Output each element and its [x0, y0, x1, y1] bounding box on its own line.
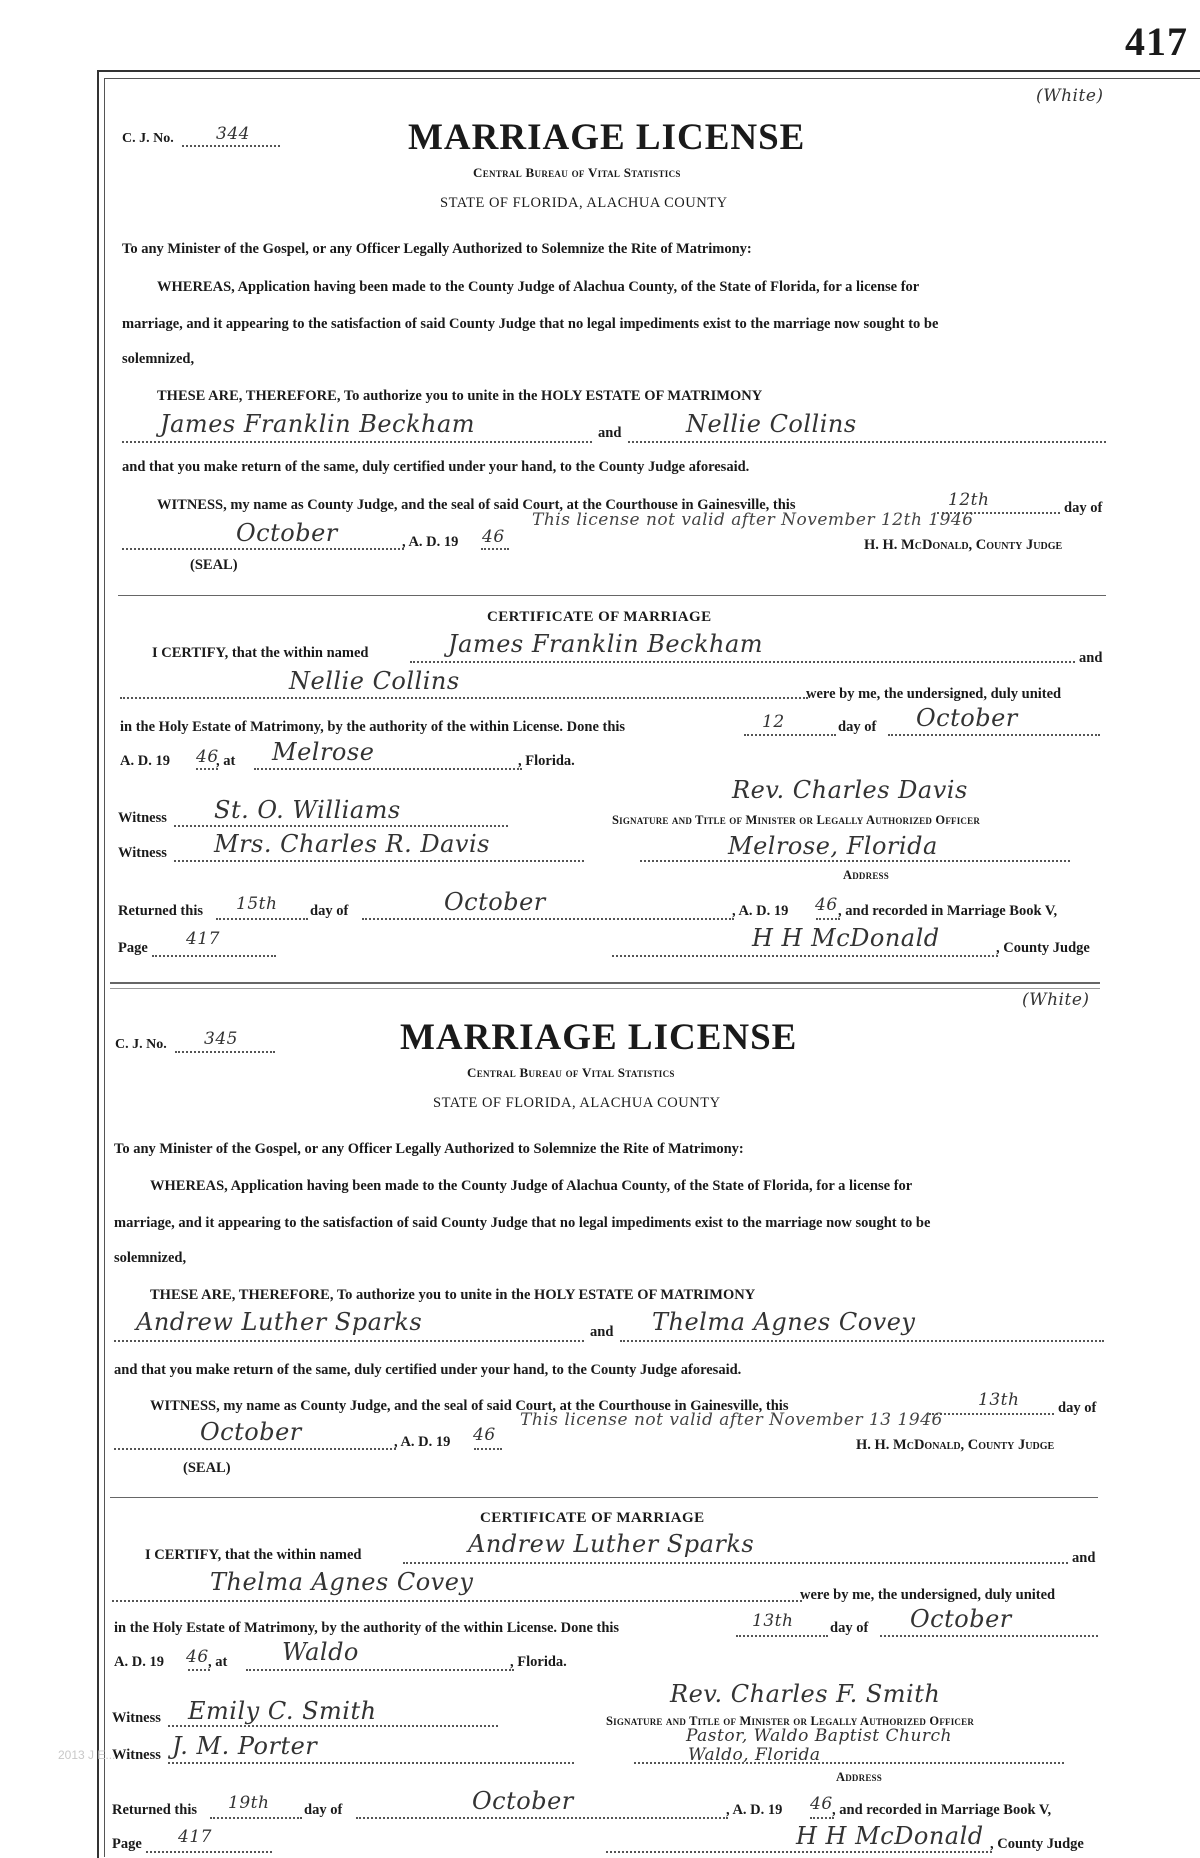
- issue-year: 46: [482, 527, 505, 547]
- ad-label: , A. D. 19: [394, 1434, 451, 1450]
- copyright-watermark: 2013 J E...: [58, 1748, 116, 1762]
- returned-year: 46: [815, 895, 838, 915]
- witness-2-name: Mrs. Charles R. Davis: [214, 830, 490, 858]
- done-year: 46: [196, 747, 219, 767]
- issue-month: October: [236, 519, 338, 547]
- address-label: Address: [836, 1770, 882, 1784]
- place-name: Waldo: [282, 1638, 359, 1666]
- license-divider: [110, 982, 1100, 984]
- officer-address-dotted-line: [640, 860, 1070, 862]
- cert-groom-name: Andrew Luther Sparks: [468, 1530, 755, 1558]
- book-page-dotted-line: [152, 955, 276, 957]
- witness-1-name: St. O. Williams: [214, 796, 401, 824]
- day-of-label: day of: [1058, 1400, 1097, 1416]
- returned-label: Returned this: [118, 903, 203, 919]
- done-month-dotted-line: [880, 1635, 1098, 1637]
- seal-label: (SEAL): [183, 1460, 231, 1476]
- groom-name: Andrew Luther Sparks: [136, 1308, 423, 1336]
- section-divider: [110, 1497, 1098, 1498]
- witness-line: WITNESS, my name as County Judge, and the seal of said Court, at the Courthouse in Gainesville, this: [150, 1398, 789, 1414]
- book-page-dotted-line: [146, 1851, 272, 1853]
- done-year-dotted-line: [188, 1669, 210, 1671]
- cj-number: 344: [216, 124, 250, 144]
- holy-estate-line: in the Holy Estate of Matrimony, by the authority of the within License. Done this: [120, 719, 626, 735]
- cj-dotted-line: [175, 1051, 275, 1053]
- cert-groom-dotted-line: [410, 661, 1075, 663]
- returned-year: 46: [810, 1794, 833, 1814]
- witness-1-label: Witness: [112, 1710, 161, 1726]
- issue-month-dotted-line: [114, 1448, 396, 1450]
- bride-name: Nellie Collins: [686, 410, 857, 438]
- issue-day: 12th: [948, 490, 990, 510]
- state-county: STATE OF FLORIDA, ALACHUA COUNTY: [433, 1095, 721, 1111]
- address-line: To any Minister of the Gospel, or any Officer Legally Authorized to Solemnize the Rite of Matrimony:: [114, 1141, 744, 1157]
- judge-signature: H H McDonald: [752, 924, 940, 952]
- done-day: 13th: [752, 1611, 794, 1631]
- groom-name: James Franklin Beckham: [160, 410, 476, 438]
- these-are-line: THESE ARE, THEREFORE, To authorize you to unite in the HOLY ESTATE OF MATRIMONY: [157, 388, 763, 404]
- issue-year-dotted-line: [474, 1448, 502, 1450]
- whereas-line-1: WHEREAS, Application having been made to the County Judge of Alachua County, of the State of Florida, for a license for: [157, 279, 920, 295]
- cert-and-label: and: [1079, 650, 1103, 666]
- issue-month-dotted-line: [122, 548, 404, 550]
- issue-month: October: [200, 1418, 302, 1446]
- return-line: and that you make return of the same, duly certified under your hand, to the County Judge aforesaid.: [114, 1362, 742, 1378]
- witness-2-label: Witness: [112, 1747, 161, 1763]
- united-label: were by me, the undersigned, duly united: [800, 1587, 1056, 1603]
- place-dotted-line: [254, 768, 522, 770]
- book-page: 417: [186, 929, 220, 949]
- officer-title-label: Signature and Title of Minister or Legally Authorized Officer: [612, 813, 981, 827]
- witness-line: WITNESS, my name as County Judge, and the seal of said Court, at the Courthouse in Gainesville, this: [157, 497, 796, 513]
- bride-name: Thelma Agnes Covey: [652, 1308, 916, 1336]
- florida-label: , Florida.: [518, 753, 575, 769]
- recorded-label: , and recorded in Marriage Book V,: [832, 1802, 1052, 1818]
- witness-2-dotted-line: [168, 1762, 574, 1764]
- place-name: Melrose: [272, 738, 375, 766]
- returned-day: 19th: [228, 1793, 270, 1813]
- witness-2-dotted-line: [174, 860, 584, 862]
- license-divider-secondary: [110, 988, 1100, 989]
- license-title: MARRIAGE LICENSE: [408, 117, 806, 158]
- county-judge: H. H. McDonald, County Judge: [856, 1437, 1055, 1453]
- done-year: 46: [186, 1647, 209, 1667]
- ad-label: , A. D. 19: [402, 534, 459, 550]
- officer-signature: Rev. Charles F. Smith: [670, 1680, 941, 1708]
- done-day: 12: [762, 712, 785, 732]
- returned-month-dotted-line: [356, 1817, 728, 1819]
- whereas-line-3: solemnized,: [122, 351, 195, 367]
- cert-and-label: and: [1072, 1550, 1096, 1566]
- done-day-dotted-line: [744, 734, 836, 736]
- ad2-label: A. D. 19: [114, 1654, 164, 1670]
- bureau-name: Central Bureau of Vital Statistics: [467, 1065, 675, 1080]
- returned-year-dotted-line: [810, 1817, 834, 1819]
- done-month-dotted-line: [888, 734, 1100, 736]
- county-judge-label: , County Judge: [990, 1836, 1084, 1852]
- license-title: MARRIAGE LICENSE: [400, 1017, 798, 1058]
- witness-1-label: Witness: [118, 810, 167, 826]
- return-line: and that you make return of the same, duly certified under your hand, to the County Judge aforesaid.: [122, 459, 750, 475]
- done-month: October: [916, 704, 1018, 732]
- cert-bride-dotted-line: [112, 1600, 802, 1602]
- judge-signature-dotted-line: [606, 1851, 992, 1853]
- done-month: October: [910, 1605, 1012, 1633]
- issue-day: 13th: [978, 1390, 1020, 1410]
- returned-ad-label: , A. D. 19: [732, 903, 789, 919]
- place-dotted-line: [246, 1669, 514, 1671]
- done-day-of-label: day of: [830, 1620, 869, 1636]
- certify-label: I CERTIFY, that the within named: [145, 1547, 362, 1563]
- certify-label: I CERTIFY, that the within named: [152, 645, 369, 661]
- whereas-line-2: marriage, and it appearing to the satisfaction of said County Judge that no legal impediments exist to the marriage now sought to be: [122, 316, 939, 332]
- bureau-name: Central Bureau of Vital Statistics: [473, 165, 681, 180]
- cj-label: C. J. No.: [115, 1037, 167, 1052]
- groom-dotted-line: [114, 1340, 584, 1342]
- recorded-label: , and recorded in Marriage Book V,: [838, 903, 1058, 919]
- officer-signature: Rev. Charles Davis: [732, 776, 968, 804]
- section-divider: [118, 595, 1106, 596]
- day-of-label: day of: [1064, 500, 1103, 516]
- cert-bride-dotted-line: [120, 697, 808, 699]
- seal-label: (SEAL): [190, 557, 238, 573]
- state-county: STATE OF FLORIDA, ALACHUA COUNTY: [440, 195, 728, 211]
- done-day-dotted-line: [736, 1635, 828, 1637]
- page-number: 417: [1125, 19, 1188, 64]
- judge-signature: H H McDonald: [796, 1822, 984, 1850]
- united-label: were by me, the undersigned, duly united: [806, 686, 1062, 702]
- witness-1-name: Emily C. Smith: [188, 1697, 377, 1725]
- these-are-line: THESE ARE, THEREFORE, To authorize you to unite in the HOLY ESTATE OF MATRIMONY: [150, 1287, 756, 1303]
- returned-day-of-label: day of: [304, 1802, 343, 1818]
- validity-note: This license not valid after November 13 1946: [520, 1410, 943, 1430]
- issue-year: 46: [473, 1425, 496, 1445]
- witness-2-label: Witness: [118, 845, 167, 861]
- returned-year-dotted-line: [816, 918, 840, 920]
- officer-address-line-1: Pastor, Waldo Baptist Church: [686, 1726, 952, 1746]
- done-year-dotted-line: [196, 768, 218, 770]
- bride-dotted-line: [620, 1340, 1104, 1342]
- witness-1-dotted-line: [168, 1725, 498, 1727]
- returned-ad-label: , A. D. 19: [726, 1802, 783, 1818]
- officer-address-line-2: Waldo, Florida: [688, 1745, 821, 1765]
- cert-bride-name: Nellie Collins: [289, 667, 460, 695]
- returned-month: October: [444, 888, 546, 916]
- county-judge: H. H. McDonald, County Judge: [864, 537, 1063, 553]
- certificate-title: CERTIFICATE OF MARRIAGE: [487, 609, 712, 625]
- florida-label: , Florida.: [510, 1654, 567, 1670]
- whereas-line-2: marriage, and it appearing to the satisfaction of said County Judge that no legal impediments exist to the marriage now sought to be: [114, 1215, 931, 1231]
- witness-2-name: J. M. Porter: [172, 1732, 318, 1760]
- cj-dotted-line: [182, 145, 280, 147]
- page-label: Page: [112, 1836, 142, 1852]
- at-label: , at: [216, 753, 236, 769]
- cert-groom-name: James Franklin Beckham: [448, 630, 764, 658]
- officer-title-label: Signature and Title of Minister or Legally Authorized Officer: [606, 1714, 975, 1728]
- county-judge-label: , County Judge: [996, 940, 1090, 956]
- whereas-line-3: solemnized,: [114, 1250, 187, 1266]
- race-note: (White): [1036, 86, 1104, 106]
- at-label: , at: [208, 1654, 228, 1670]
- done-day-of-label: day of: [838, 719, 877, 735]
- page-label: Page: [118, 940, 148, 956]
- holy-estate-line: in the Holy Estate of Matrimony, by the authority of the within License. Done this: [114, 1620, 620, 1636]
- bride-dotted-line: [628, 441, 1106, 443]
- witness-1-dotted-line: [174, 825, 508, 827]
- issue-year-dotted-line: [481, 548, 509, 550]
- returned-label: Returned this: [112, 1802, 197, 1818]
- groom-dotted-line: [122, 441, 592, 443]
- validity-note: This license not valid after November 12th 1946: [532, 510, 974, 530]
- cert-bride-name: Thelma Agnes Covey: [210, 1568, 474, 1596]
- returned-day-of-label: day of: [310, 903, 349, 919]
- cert-groom-dotted-line: [403, 1562, 1068, 1564]
- address-line: To any Minister of the Gospel, or any Officer Legally Authorized to Solemnize the Rite of Matrimony:: [122, 241, 752, 257]
- cj-label: C. J. No.: [122, 131, 174, 146]
- and-label: and: [598, 425, 622, 441]
- judge-signature-dotted-line: [612, 955, 998, 957]
- and-label: and: [590, 1324, 614, 1340]
- ad2-label: A. D. 19: [120, 753, 170, 769]
- returned-day-dotted-line: [216, 918, 308, 920]
- race-note: (White): [1022, 990, 1090, 1010]
- issue-day-dotted-line: [929, 1413, 1054, 1415]
- address-label: Address: [843, 868, 889, 882]
- returned-month-dotted-line: [362, 918, 734, 920]
- whereas-line-1: WHEREAS, Application having been made to the County Judge of Alachua County, of the State of Florida, for a license for: [150, 1178, 913, 1194]
- returned-day: 15th: [236, 894, 278, 914]
- returned-day-dotted-line: [210, 1817, 302, 1819]
- cj-number: 345: [204, 1029, 238, 1049]
- certificate-title: CERTIFICATE OF MARRIAGE: [480, 1510, 705, 1526]
- book-page: 417: [178, 1827, 212, 1847]
- returned-month: October: [472, 1787, 574, 1815]
- officer-address-line-1: Melrose, Florida: [728, 832, 938, 860]
